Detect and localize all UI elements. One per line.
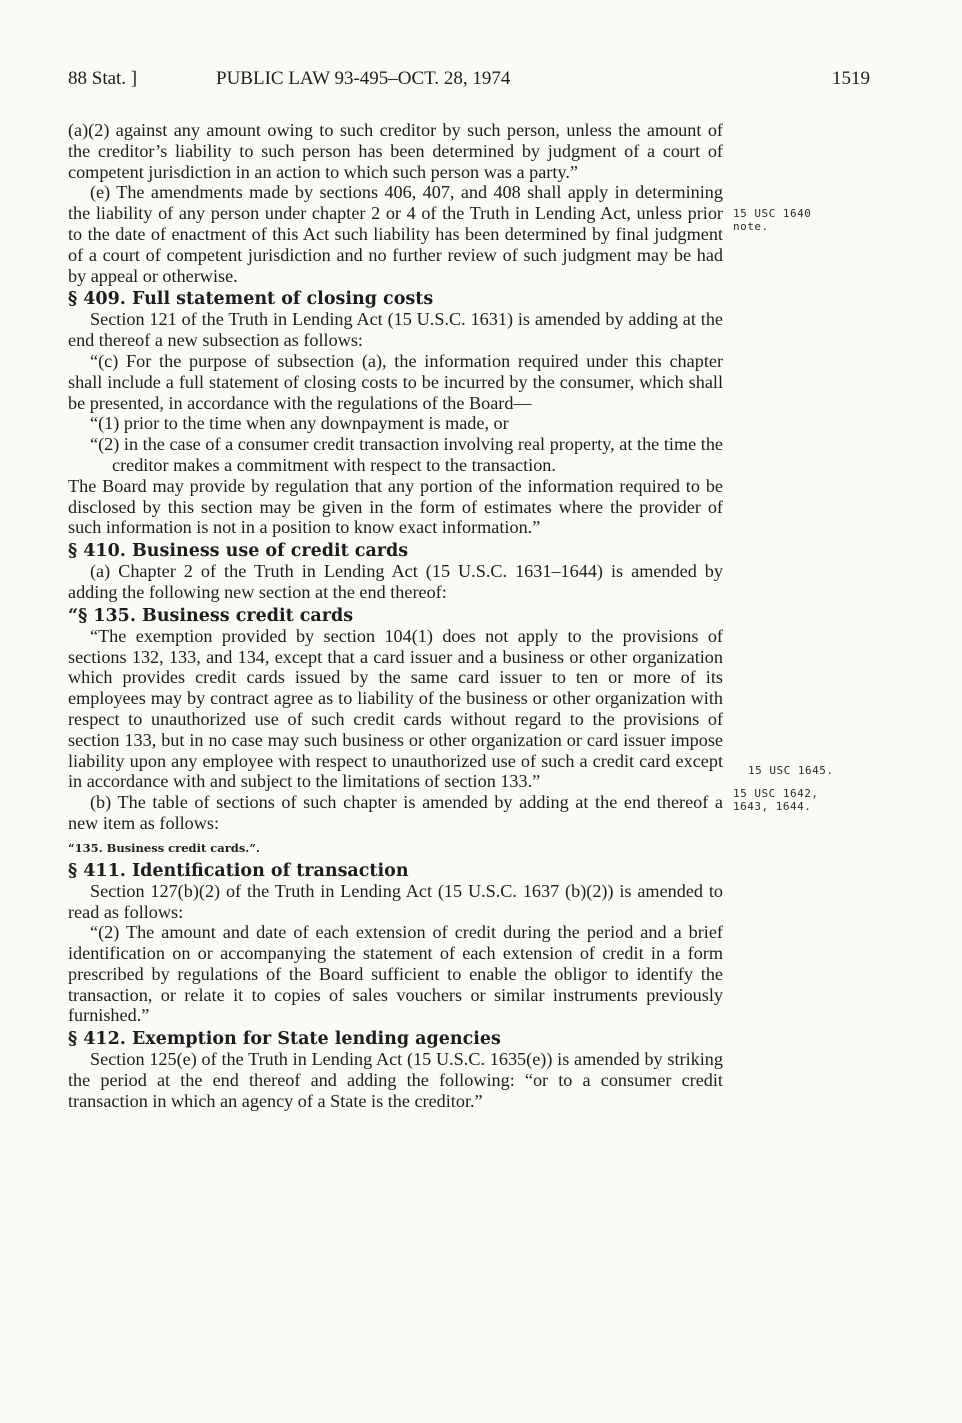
paragraph-412: Section 125(e) of the Truth in Lending Act (15 U.S.C. 1635(e)) is amended by striking the period at the end thereof and adding the following: “or to a consumer credit transaction in which an agency of a State is the creditor.” — [68, 1049, 723, 1111]
section-heading-410: § 410. Business use of credit cards — [68, 541, 409, 562]
paragraph-e: (e) The amendments made by sections 406, 407, and 408 shall apply in determining the liability of any person under chapter 2 or 4 of the Truth in Lending Act, unless prior to the date of enactment of this Act such liability has been determined by final judgment of a court of competent jurisdiction and no further review of such judgment may be had by appeal or otherwise. — [68, 182, 723, 286]
paragraph-a2: (a)(2) against any amount owing to such creditor by such person, unless the amount of the creditor’s liability to such person has been determined by judgment of a court of competent jurisdiction in an action to which such person was a party.” — [68, 120, 723, 182]
margin-note-1640: 15 USC 1640 note. — [733, 207, 812, 233]
paragraph-135: “The exemption provided by section 104(1) does not apply to the provisions of sections 132, 133, and 134, except that a card issuer and a business or other organization which provides credit cards issued by the same card issuer to ten or more of its employees may by contract agree as to liability of the business or other organization with respect to unauthorized use of such credit cards without regard to the provisions of section 133, but in no case may such business or other organization or card issuer impose liability upon any employee with respect to unauthorized use of such a credit card except in accordance with and subject to the limitations of section 133.” — [68, 625, 723, 792]
section-heading-412: § 412. Exemption for State lending agencies — [68, 1029, 501, 1050]
paragraph-409-c: “(c) For the purpose of subsection (a), the information required under this chapter shall include a full statement of closing costs to be incurred by the consumer, which shall be presented, in accordance with the regulations of the Board— — [68, 350, 723, 413]
page-number: 1519 — [832, 68, 870, 89]
section-heading-135: “§ 135. Business credit cards — [68, 605, 354, 626]
volume-citation: 88 Stat. ] — [68, 68, 138, 89]
paragraph-411-intro: Section 127(b)(2) of the Truth in Lending Act (15 U.S.C. 1637 (b)(2)) is amended to read as follows: — [68, 880, 723, 922]
paragraph-409-intro: Section 121 of the Truth in Lending Act (15 U.S.C. 1631) is amended by adding at the end thereof a new subsection as follows: — [68, 309, 723, 351]
paragraph-410-a: (a) Chapter 2 of the Truth in Lending Act (15 U.S.C. 1631–1644) is amended by adding the following new section at the end thereof: — [68, 561, 723, 602]
running-title: PUBLIC LAW 93-495–OCT. 28, 1974 — [216, 68, 511, 89]
paragraph-411-2: “(2) The amount and date of each extension of credit during the period and a brief identification on or accompanying the statement of each extension of credit in a form prescribed by regulations of the Board sufficient to enable the obligor to identify the transaction, or relate it to copies of sales vouchers or similar instruments previously furnished.” — [68, 922, 723, 1026]
paragraph-409-tail: The Board may provide by regulation that any portion of the information required to be disclosed by this section may be given in the form of estimates where the provider of such information is not in a position to know exact information.” — [68, 475, 723, 538]
margin-note-1642: 15 USC 1642, 1643, 1644. — [733, 787, 819, 813]
section-heading-411: § 411. Identification of transaction — [68, 860, 409, 881]
section-heading-409: § 409. Full statement of closing costs — [68, 289, 434, 310]
page-header — [68, 68, 870, 92]
paragraph-409-c2: “(2) in the case of a consumer credit transaction involving real property, at the time the creditor makes a commitment with respect to the transaction. — [90, 434, 723, 475]
paragraph-409-c1: “(1) prior to the time when any downpayment is made, or — [90, 413, 509, 434]
body-text — [68, 120, 723, 1112]
paragraph-410-b: (b) The table of sections of such chapter is amended by adding at the end thereof a new item as follows: — [68, 792, 723, 833]
table-item-135: “135. Business credit cards.”. — [68, 840, 260, 855]
margin-note-1645: 15 USC 1645. — [748, 764, 834, 777]
